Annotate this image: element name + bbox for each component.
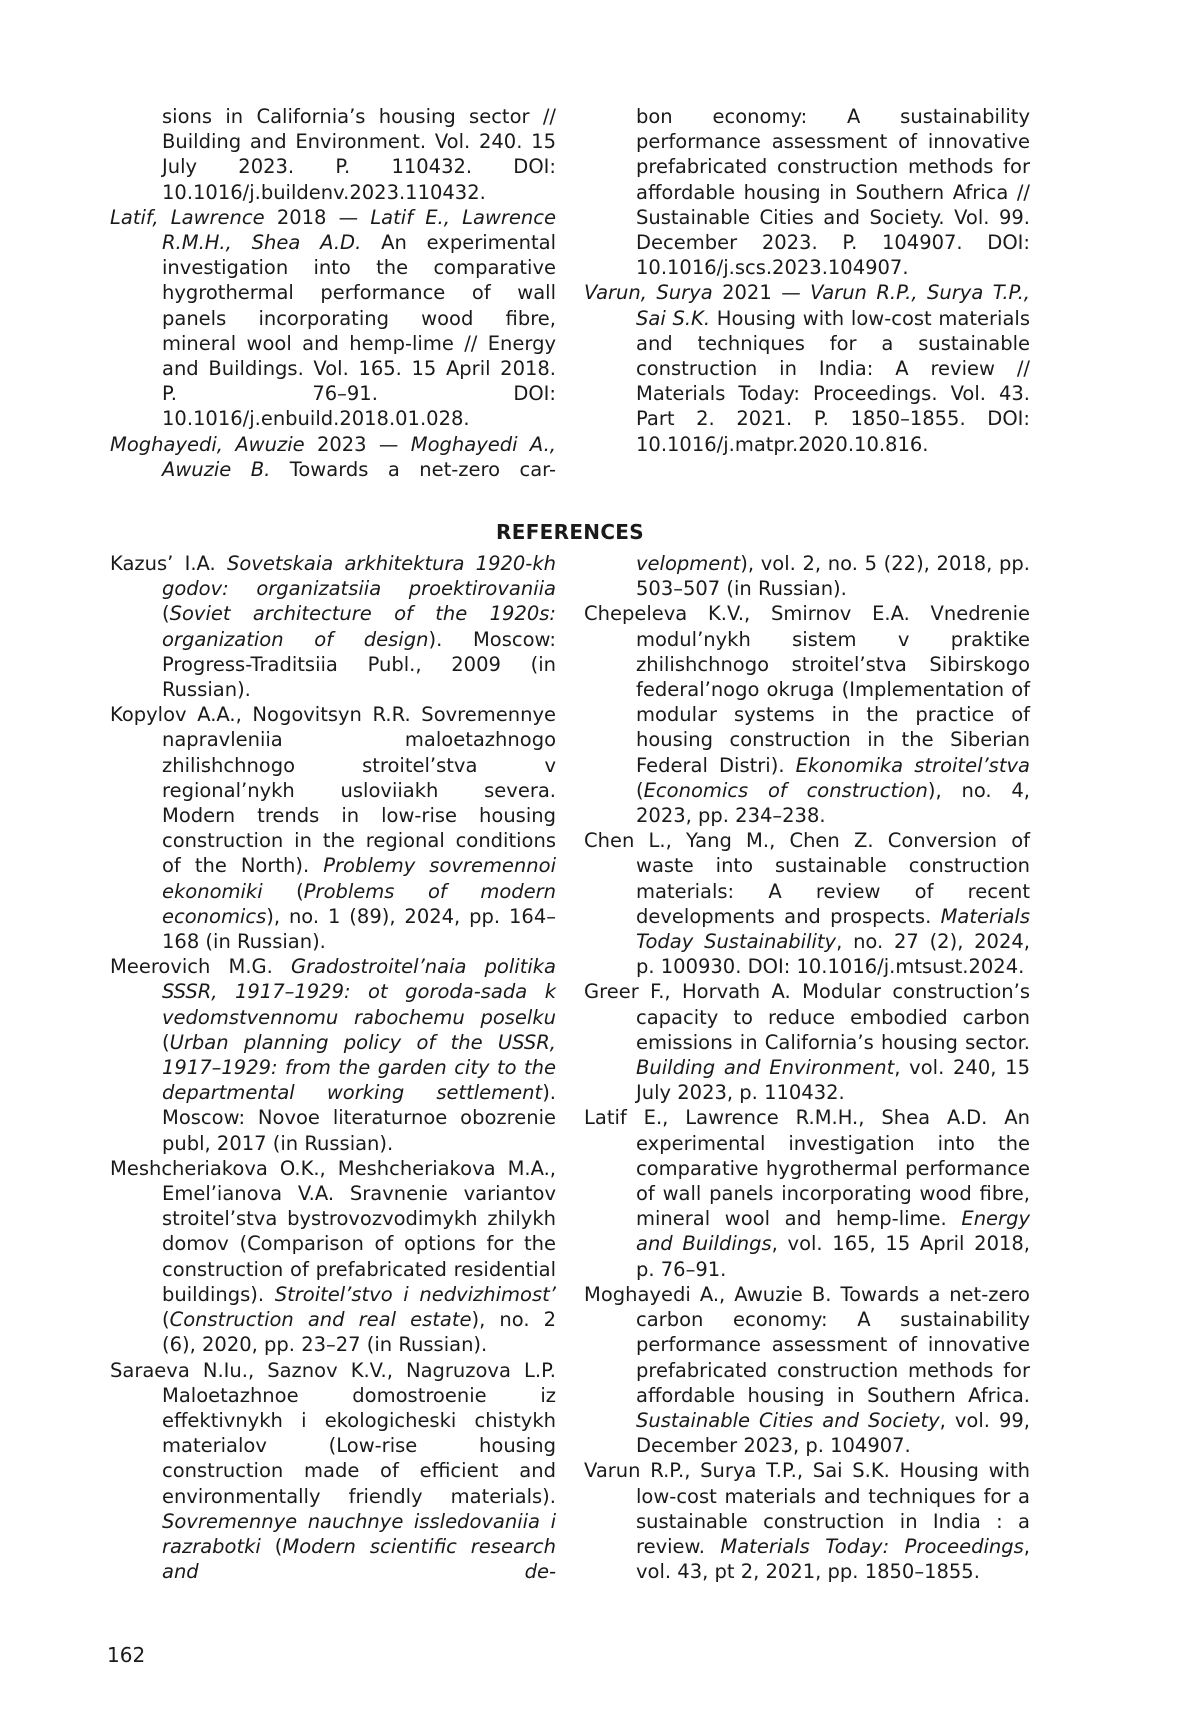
- entry-text: , vol. 240, 15 July 2023, p. 110432.: [636, 1056, 1030, 1105]
- reference-entry: [110, 702, 556, 954]
- entry-text: (: [636, 778, 644, 802]
- entry-italic: Materials Today: Proceedings: [720, 1534, 1024, 1558]
- entry-italic: Sustainable Cities and Society: [636, 1408, 940, 1432]
- entry-italic: Building and Environment: [636, 1056, 895, 1080]
- entry-text: An experimental investigation into the comparative hygrothermal performance of wall panels incorporating wood fibre, mineral wool and hemp-lime // Energy and Buildings. Vol. 165. 15 April 2018. P. 76–91. DOI: 10.1016/j.enbuild.2018.01.028.: [162, 231, 556, 431]
- entry-text: Varun R.P., Surya T.P., Sai S.K. Housing with low-cost materials and techniques for a sustainable construction in India : a review.: [584, 1459, 1030, 1558]
- entry-text: (: [162, 1308, 170, 1332]
- references-right-column: [584, 551, 1030, 1584]
- entry-text: , no. 27 (2), 2024, p. 100930. DOI: 10.1016/j.mtsust.2024.: [636, 930, 1030, 979]
- entry-text: bon economy: A sustainability performance assessment of innovative prefabricated construction methods for affordable housing in Southern Africa // Sustainable Cities and Society. Vol. 99. December 2023. P. 104907. DOI: 10.1016/j.scs.2023.104907.: [636, 105, 1030, 280]
- entry-italic: Urban planning policy of the USSR, 1917–1929: from the garden city to the departmental working settlement: [162, 1030, 556, 1105]
- entry-text: Latif E., Lawrence R.M.H., Shea A.D. An experimental investigation into the comparative hygrothermal performance of wall panels incorporating wood fibre, mineral wool and hemp-lime.: [584, 1106, 1030, 1231]
- entry-text: , vol. 165, 15 April 2018, p. 76–91.: [636, 1232, 1030, 1281]
- entry-text: Saraeva N.Iu., Saznov K.V., Nagruzova L.P. Maloetazhnoe domostroenie iz effektivnykh i ekologicheski chistykh materialov (Low-rise housing construction made of efficient and environmentally friendly materials).: [110, 1358, 556, 1508]
- top-right-column: [584, 104, 1030, 457]
- entry-text: Moghayedi A., Awuzie B. Towards a net-zero carbon economy: A sustainability performance assessment of innovative prefabricated construction methods for affordable housing in Southern Africa.: [584, 1282, 1030, 1407]
- entry-text: (: [260, 1534, 283, 1558]
- entry-text: Meerovich M.G.: [110, 955, 291, 979]
- entry-text: (: [262, 879, 304, 903]
- entry-text: ). Moscow: Novoe literaturnoe obozrenie publ, 2017 (in Russian).: [162, 1081, 556, 1155]
- reference-entry: [110, 1156, 556, 1358]
- entry-text: Meshcheriakova O.K., Meshcheriakova M.A., Emel’ianova V.A. Sravnenie variantov stroitel’stva bystrovozvodimykh zhilykh domov (Comparison of options for the construction of prefabricated residential buildings).: [110, 1156, 556, 1306]
- entry-text: Greer F., Horvath A. Modular construction’s capacity to reduce embodied carbon emissions in California’s housing sector.: [584, 980, 1030, 1054]
- entry-italic: Problemy sovremennoi ekonomiki: [162, 854, 556, 903]
- reference-entry: [110, 104, 556, 205]
- entry-text: Housing with low-cost materials and techniques for a sustainable construction in India: A review // Materials Today: Proceedings. Vol. 43. Part 2. 2021. P. 1850–1855. DOI: 10.1016/j.matpr.2020.10.816.: [636, 306, 1030, 456]
- entry-text: ), no. 1 (89), 2024, pp. 164–168 (in Russian).: [162, 904, 556, 954]
- entry-text: 2021 —: [712, 281, 811, 305]
- reference-entry: [584, 280, 1030, 456]
- entry-italic: velopment: [636, 552, 741, 575]
- entry-italic: Gradostroitel’naia politika SSSR, 1917–1929: ot goroda-sada k vedomstvennomu rabochemu poselku: [162, 955, 557, 1029]
- entry-italic: Varun, Surya: [584, 281, 713, 305]
- reference-entry: [110, 954, 556, 1156]
- entry-text: , vol. 99, December 2023, p. 104907.: [636, 1408, 1030, 1458]
- reference-entry: [584, 1282, 1030, 1458]
- entry-text: 2018 —: [264, 205, 371, 229]
- entry-italic: Problems of modern economics: [162, 879, 556, 928]
- entry-text: (: [162, 1030, 170, 1054]
- reference-entry: [584, 1458, 1030, 1584]
- entry-text: Kazus’ I.A.: [110, 552, 227, 575]
- entry-text: ), no. 4, 2023, pp. 234–238.: [636, 778, 1031, 828]
- top-left-column: [110, 104, 556, 482]
- entry-text: ), vol. 2, no. 5 (22), 2018, pp. 503–507 (in Russian).: [636, 552, 1030, 601]
- entry-italic: Stroitel’stvo i nedvizhimost’: [274, 1282, 556, 1306]
- entry-text: Kopylov A.A., Nogovitsyn R.R. Sovremennye napravleniia maloetazhnogo zhilishchnogo stroitel’stva v regional’nykh usloviiakh severa. Modern trends in low-rise housing construction in the regional conditions of the North).: [110, 703, 556, 878]
- entry-italic: Economics of construction: [643, 778, 928, 802]
- entry-italic: Ekonomika stroitel’stva: [795, 753, 1030, 777]
- entry-italic: Modern scientific research and de-: [162, 1534, 557, 1584]
- entry-italic: Latif, Lawrence: [110, 205, 265, 229]
- reference-entry: [110, 205, 556, 432]
- page-number: 162: [107, 1643, 146, 1667]
- entry-text: sions in California’s housing sector // Building and Environment. Vol. 240. 15 July 2023. P. 110432. DOI: 10.1016/j.buildenv.2023.110432.: [162, 105, 556, 204]
- entry-text: (: [162, 602, 170, 626]
- references-left-column: [110, 551, 556, 1584]
- entry-text: Chen L., Yang M., Chen Z. Conversion of waste into sustainable construction materials: A review of recent developments and prospects.: [584, 829, 1030, 928]
- entry-italic: Energy and Buildings: [636, 1207, 1030, 1256]
- entry-text: Towards a net-zero car-: [270, 457, 556, 481]
- entry-italic: Varun R.P., Surya T.P., Sai S.K.: [636, 281, 1030, 330]
- reference-entry: [584, 979, 1030, 1105]
- reference-entry: [584, 1105, 1030, 1281]
- entry-italic: Latif E., Lawrence R.M.H., Shea A.D.: [162, 205, 556, 255]
- entry-text: , vol. 43, pt 2, 2021, pp. 1850–1855.: [636, 1534, 1030, 1584]
- entry-text: ), no. 2 (6), 2020, pp. 23–27 (in Russian).: [162, 1308, 557, 1357]
- reference-entry: [110, 551, 556, 702]
- reference-entry: [584, 601, 1030, 828]
- reference-entry-continued: [584, 551, 1030, 601]
- entry-text: ). Moscow: Progress-Traditsiia Publ., 2009 (in Russian).: [162, 627, 556, 702]
- entry-italic: Moghayedi, Awuzie: [110, 432, 305, 456]
- reference-entry: [584, 104, 1030, 280]
- entry-text: Chepeleva K.V., Smirnov E.A. Vnedrenie modul’nykh sistem v praktike zhilishchnogo stroitel’stva Sibirskogo federal’nogo okruga (Implementation of modular systems in the practice of housing construction in the Siberian Federal Distri).: [584, 602, 1030, 777]
- reference-entry: [110, 432, 556, 482]
- entry-italic: Construction and real estate: [169, 1308, 472, 1332]
- entry-italic: Soviet architecture of the 1920s: organization of design: [162, 602, 556, 651]
- reference-entry: [110, 1358, 556, 1585]
- entry-italic: Materials Today Sustainability: [636, 904, 1030, 954]
- entry-italic: Sovremennye nauchnye issledovaniia i razrabotki: [162, 1509, 556, 1558]
- reference-entry: [584, 828, 1030, 979]
- references-heading: REFERENCES: [496, 520, 644, 544]
- entry-italic: Moghayedi A., Awuzie B.: [162, 432, 556, 481]
- entry-text: 2023 —: [304, 432, 411, 456]
- entry-italic: Sovetskaia arkhitektura 1920-kh godov: organizatsiia proektirovaniia: [162, 552, 556, 601]
